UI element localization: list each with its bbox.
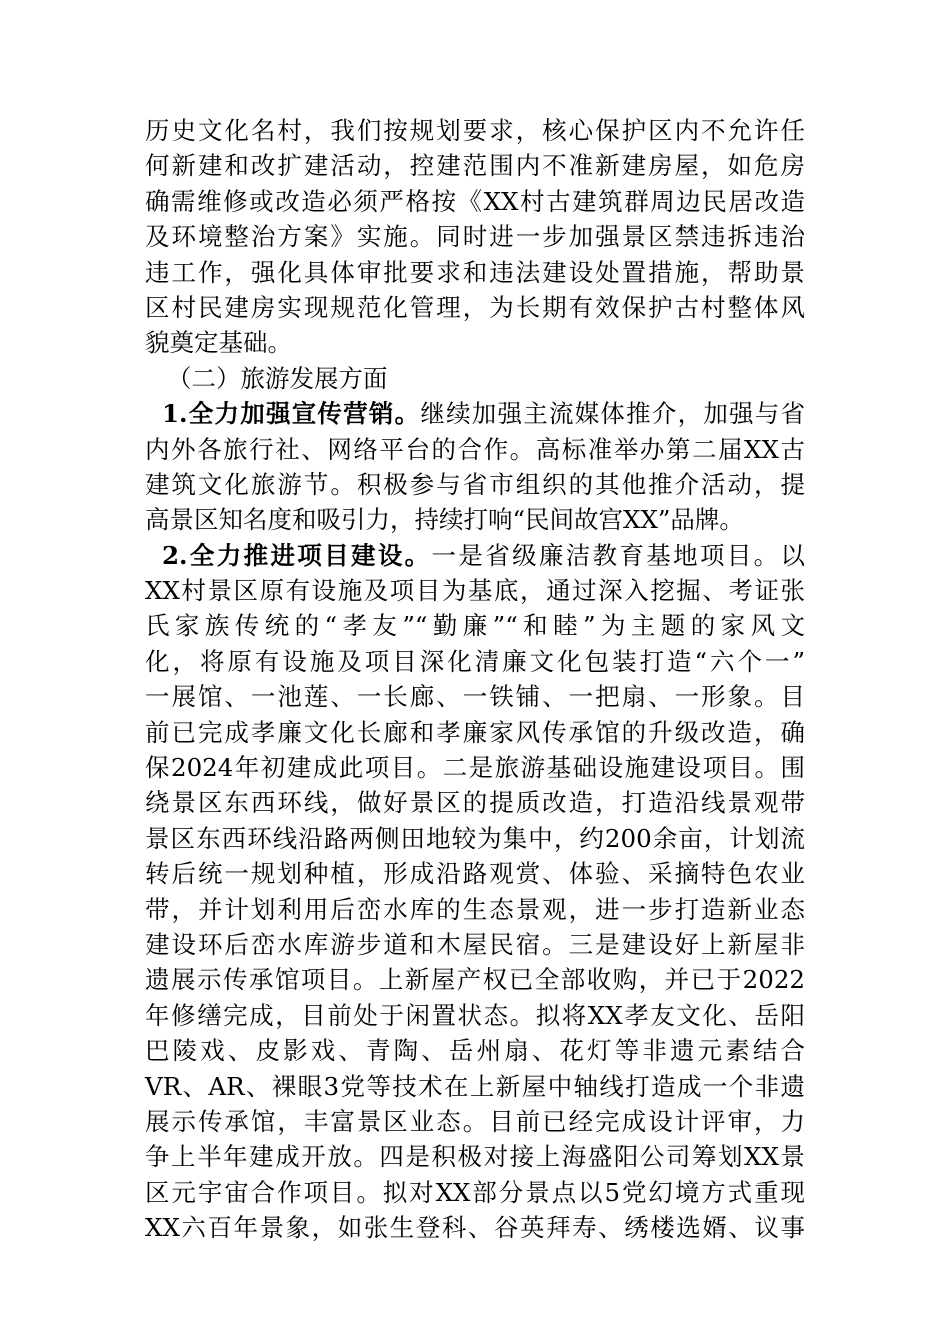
body-line: 内外各旅行社、网络平台的合作。高标准举办第二届XX古	[145, 434, 805, 464]
body-line: 绕景区东西环线，做好景区的提质改造，打造沿线景观带	[145, 788, 805, 818]
body-line: 年修缮完成，目前处于闲置状态。拟将XX孝友文化、岳阳	[145, 1000, 805, 1030]
item-1-first-line	[145, 396, 805, 431]
body-line: 带，并计划利用后峦水库的生态景观，进一步打造新业态	[145, 894, 805, 924]
body-line: 争上半年建成开放。四是积极对接上海盛阳公司筹划XX景	[145, 1142, 805, 1172]
item-2-title: 2.全力推进项目建设。	[162, 540, 432, 570]
body-line: 巴陵戏、皮影戏、青陶、岳州扇、花灯等非遗元素结合	[145, 1036, 805, 1066]
body-line: 区村民建房实现规范化管理，为长期有效保护古村整体风	[145, 292, 805, 322]
item-2-first-line	[145, 538, 805, 573]
body-line: 转后统一规划种植，形成沿路观赏、体验、采摘特色农业	[145, 859, 805, 889]
item-1-text: 继续加强主流媒体推介，加强与省	[420, 399, 806, 429]
body-line: 及环境整治方案》实施。同时进一步加强景区禁违拆违治	[145, 222, 805, 252]
body-line: 违工作，强化具体审批要求和违法建设处置措施，帮助景	[145, 257, 805, 287]
body-line: 历史文化名村，我们按规划要求，核心保护区内不允许任	[145, 116, 805, 145]
item-2-text: 一是省级廉洁教育基地项目。以	[431, 540, 806, 570]
body-line: 区元宇宙合作项目。拟对XX部分景点以5党幻境方式重现	[145, 1177, 805, 1207]
section-heading: （二）旅游发展方面	[167, 363, 388, 393]
body-line: 展示传承馆，丰富景区业态。目前已经完成设计评审，力	[145, 1106, 805, 1136]
body-line: XX六百年景象，如张生登科、谷英拜寿、绣楼选婿、议事	[145, 1213, 805, 1243]
body-line: VR、AR、裸眼3党等技术在上新屋中轴线打造成一个非遗	[145, 1071, 805, 1101]
body-line: 前已完成孝廉文化长廊和孝廉家风传承馆的升级改造，确	[145, 717, 805, 747]
body-line: 建设环后峦水库游步道和木屋民宿。三是建设好上新屋非	[145, 929, 805, 959]
body-line: 何新建和改扩建活动，控建范围内不准新建房屋，如危房	[145, 151, 805, 181]
body-line: 高景区知名度和吸引力，持续打响“民间故宫XX”品牌。	[145, 505, 744, 535]
body-line: 化，将原有设施及项目深化清廉文化包装打造“六个一”	[145, 646, 805, 676]
body-line: 确需维修或改造必须严格按《XX村古建筑群周边民居改造	[145, 186, 805, 216]
body-line: 遗展示传承馆项目。上新屋产权已全部收购，并已于2022	[145, 965, 805, 995]
body-line: 景区东西环线沿路两侧田地较为集中，约200余亩，计划流	[145, 823, 805, 853]
document-page	[145, 113, 805, 1246]
body-line: 貌奠定基础。	[145, 328, 292, 358]
body-line: 建筑文化旅游节。积极参与省市组织的其他推介活动，提	[145, 469, 805, 499]
body-line: XX村景区原有设施及项目为基底，通过深入挖掘、考证张	[145, 576, 805, 606]
item-1-title: 1.全力加强宣传营销。	[162, 399, 421, 429]
body-line: 一展馆、一池莲、一长廊、一铁铺、一把扇、一形象。目	[145, 682, 805, 712]
body-line: 保2024年初建成此项目。二是旅游基础设施建设项目。围	[145, 753, 805, 783]
body-line: 氏家族传统的“孝友”“勤廉”“和睦”为主题的家风文	[145, 611, 805, 641]
